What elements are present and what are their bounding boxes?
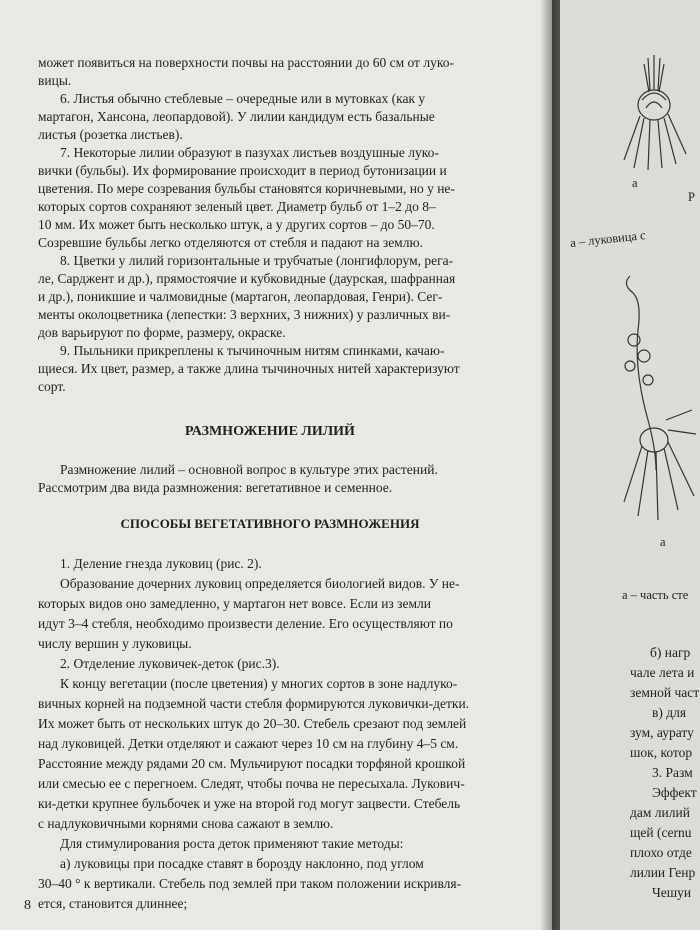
text-line: Расстояние между рядами 20 см. Мульчируют посадки торфяной крошкой	[38, 756, 466, 771]
figure-caption: а – часть сте	[622, 588, 689, 602]
text-line: щиеся. Их цвет, размер, а также длина тычиночных нитей характеризуют	[38, 361, 460, 376]
text-line: зум, аурату	[630, 725, 694, 740]
text-line: Рассмотрим два вида размножения: вегетативное и семенное.	[38, 480, 393, 495]
text-line: в) для	[652, 705, 687, 720]
text-line: щей (cernu	[630, 825, 692, 840]
text-line: ки-детки крупнее бульбочек и уже на второй год могут зацвести. Стебель	[38, 796, 461, 811]
text-line: К концу вегетации (после цветения) у многих сортов в зоне надлуко-	[60, 676, 458, 691]
text-line: которых сортов сохраняют зеленый цвет. Диаметр бульб от 1–2 до 8–	[38, 199, 436, 214]
text-line: 30–40 ° к вертикали. Стебель под землей при таком положении искривля-	[38, 876, 462, 891]
text-line: плохо отде	[630, 845, 692, 860]
text-line: может появиться на поверхности почвы на расстоянии до 60 см от луко-	[38, 55, 454, 70]
text-line: дов варьируют по форме, размеру, окраске.	[38, 325, 286, 340]
text-line: 7. Некоторые лилии образуют в пазухах листьев воздушные луко-	[60, 145, 439, 160]
text-line: листья (розетка листьев).	[38, 127, 183, 142]
text-line: с надлуковичными корнями снова сажают в землю.	[38, 816, 334, 831]
text-line: Эффект	[652, 785, 697, 800]
text-line: 9. Пыльники прикреплены к тычиночным нитям спинками, качаю-	[60, 343, 445, 358]
text-line: лилии Генр	[630, 865, 696, 880]
figure-label: а	[660, 535, 666, 549]
text-line: которых видов оно замедленно, у мартагон нет вовсе. Если из земли	[38, 596, 431, 611]
text-line: Созревшие бульбы легко отделяются от стебля и падают на землю.	[38, 235, 423, 250]
text-line: над луковицей. Детки отделяют и сажают через 10 см на глубину 4–5 см.	[38, 736, 459, 751]
subsection-heading: СПОСОБЫ ВЕГЕТАТИВНОГО РАЗМНОЖЕНИЯ	[120, 516, 420, 531]
text-line: шок, котор	[630, 745, 693, 760]
stem-bulblets-illustration-icon	[608, 270, 700, 530]
text-line: чале лета и	[630, 665, 695, 680]
figure-label: а	[632, 176, 638, 190]
figure-caption: а – луковица с	[569, 228, 647, 250]
text-line: Для стимулирования роста деток применяют такие методы:	[60, 836, 404, 851]
text-line: числу вершин у луковицы.	[38, 636, 192, 651]
text-line: Чешуи	[652, 885, 692, 900]
text-line: Образование дочерних луковиц определяется биологией видов. У не-	[60, 576, 460, 591]
text-line: Их может быть от нескольких штук до 20–30. Стебель срезают под землей	[38, 716, 467, 731]
page-number: 8	[24, 898, 31, 913]
text-line: вички (бульбы). Их формирование происходит в период бутонизации и	[38, 163, 447, 178]
right-page	[560, 0, 700, 930]
text-line: или смесью ее с перегноем. Следят, чтобы почва не пересыхала. Лукович-	[38, 776, 465, 791]
text-line: а) луковицы при посадке ставят в борозду наклонно, под углом	[60, 856, 424, 871]
text-line: менты околоцветника (лепестки: 3 верхних, 3 нижних) у различных ви-	[38, 307, 451, 322]
figure-letter: Р	[688, 190, 695, 204]
text-line: 8. Цветки у лилий горизонтальные и трубчатые (лонгифлорум, рега-	[60, 253, 454, 268]
section-heading: РАЗМНОЖЕНИЕ ЛИЛИЙ	[185, 424, 355, 439]
text-line: идут 3–4 стебля, необходимо произвести деление. Его осуществляют по	[38, 616, 453, 631]
text-line: цветения. По мере созревания бульбы становятся коричневыми, но у не-	[38, 181, 455, 196]
text-line: дам лилий	[630, 805, 690, 820]
text-line: и др.), поникшие и чалмовидные (мартагон, леопардовая, Генри). Сег-	[38, 289, 443, 304]
text-line: Размножение лилий – основной вопрос в культуре этих растений.	[60, 462, 438, 477]
text-line: 10 мм. Их может быть несколько штук, а у других сортов – до 50–70.	[38, 217, 435, 232]
text-line: 1. Деление гнезда луковиц (рис. 2).	[60, 556, 262, 571]
text-line: земной част	[630, 685, 700, 700]
text-line: сорт.	[38, 379, 66, 394]
text-line: вицы.	[38, 73, 72, 88]
text-line: 6. Листья обычно стеблевые – очередные или в мутовках (как у	[60, 91, 426, 106]
text-line: 2. Отделение луковичек-деток (рис.3).	[60, 656, 280, 671]
bulb-illustration-icon	[620, 50, 690, 175]
text-line: ле, Сарджент и др.), прямостоячие и кубковидные (даурская, шафранная	[38, 271, 456, 286]
text-line: б) нагр	[650, 645, 691, 660]
text-line: ется, становится длиннее;	[38, 896, 188, 911]
text-line: вичных корней на подземной части стебля формируются луковички-детки.	[38, 696, 470, 711]
text-line: 3. Разм	[652, 765, 693, 780]
text-line: мартагон, Хансона, леопардовой). У лилии кандидум есть базальные	[38, 109, 435, 124]
